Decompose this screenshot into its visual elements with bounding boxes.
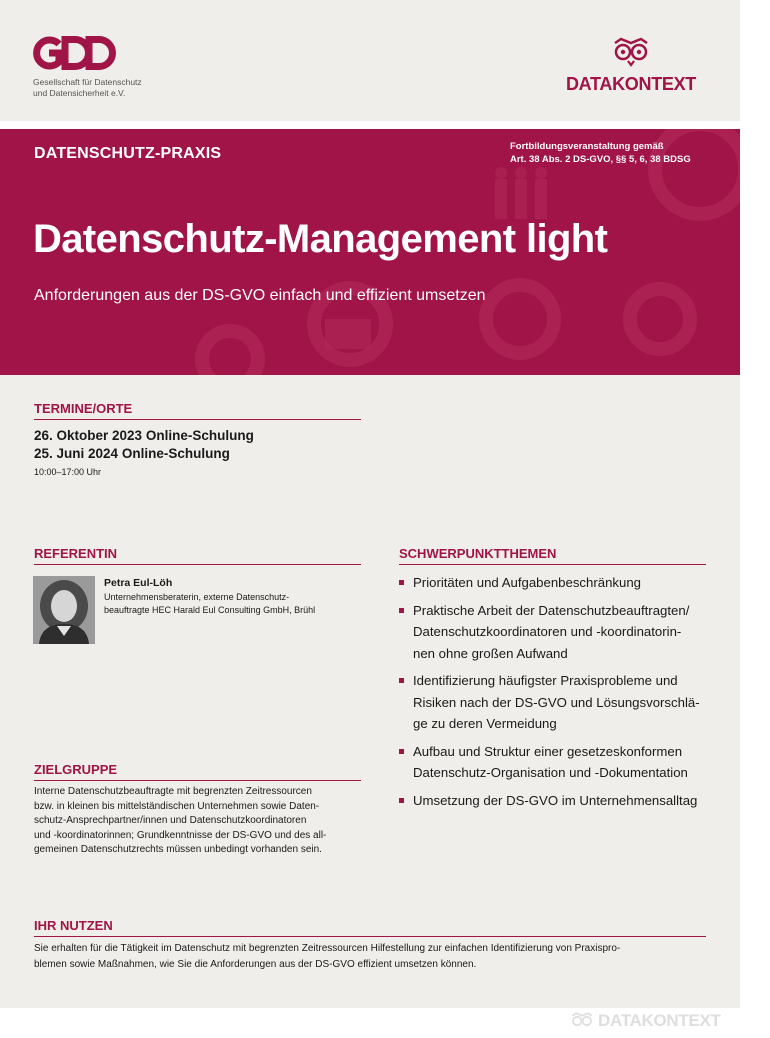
text-line: und -koordinatorinnen; Grundkenntnisse der DS-GVO und des all- <box>34 829 327 841</box>
date-place: Online-Schulung <box>145 428 254 443</box>
gdd-subtitle-line-2: und Datensicherheit e.V. <box>33 88 126 98</box>
gdd-logo <box>33 36 121 70</box>
topic-line: Datenschutz-Organisation und -Dokumentation <box>413 765 688 780</box>
list-item <box>399 572 709 594</box>
topic-line: Identifizierung häufigster Praxisprobleme und <box>413 673 678 688</box>
date-entry <box>34 428 254 443</box>
list-item <box>399 670 709 735</box>
section-heading-schwerpunktthemen: SCHWERPUNKTTHEMEN <box>399 546 706 565</box>
topic-line: Aufbau und Struktur einer gesetzeskonformen <box>413 743 683 759</box>
title-banner <box>0 129 740 375</box>
series-label: DATENSCHUTZ-PRAXIS <box>34 145 222 162</box>
date-entry <box>34 446 230 461</box>
page-margin-right <box>740 0 770 1038</box>
section-heading-termine: TERMINE/ORTE <box>34 401 361 420</box>
topic-line: Praktische Arbeit der Datenschutzbeauftragten/ <box>413 602 690 618</box>
owl-icon <box>611 37 651 67</box>
speaker-photo <box>33 576 95 644</box>
text-line: Interne Datenschutzbeauftragte mit begrenzten Zeitressourcen <box>34 786 312 797</box>
zielgruppe-text <box>34 785 364 858</box>
date-value: 25. Juni 2024 <box>34 446 119 461</box>
document-title: Datenschutz-Management light <box>33 217 608 261</box>
speaker-portrait <box>33 576 95 644</box>
topic-line: Prioritäten und Aufgabenbeschränkung <box>413 575 642 590</box>
list-item <box>399 741 709 784</box>
topic-list <box>399 572 709 817</box>
gdd-subtitle-line-1: Gesellschaft für Datenschutz <box>33 77 142 87</box>
text-line: bzw. in kleinen bis mittelständischen Unternehmen sowie Daten- <box>34 800 320 812</box>
topic-line: Umsetzung der DS-GVO im Unternehmensalltag <box>413 792 698 808</box>
text-line: Sie erhalten für die Tätigkeit im Datenschutz mit begrenzten Zeitressourcen Hilfestellung zur einfachen Identifizierung von Praxispro- <box>34 943 621 954</box>
gdd-logo-subtitle <box>33 77 142 99</box>
speaker-desc-line: beauftragte HEC Harald Eul Consulting GmbH, Brühl <box>104 604 316 615</box>
training-note-line-2: Art. 38 Abs. 2 DS-GVO, §§ 5, 6, 38 BDSG <box>510 154 691 165</box>
speaker-name: Petra Eul-Löh <box>104 577 173 589</box>
training-note-line-1: Fortbildungsveranstaltung gemäß <box>510 141 664 152</box>
topic-line: nen ohne großen Aufwand <box>413 645 568 661</box>
date-place: Online-Schulung <box>121 446 230 461</box>
datakontext-logo <box>551 37 711 95</box>
owl-watermark-icon <box>570 1012 594 1030</box>
list-item <box>399 600 709 665</box>
time-range: 10:00–17:00 Uhr <box>34 467 102 477</box>
text-line: blemen sowie Maßnahmen, wie Sie die Anforderungen aus der DS-GVO effizient umsetzen können. <box>34 959 477 970</box>
text-line: gemeinen Datenschutzrechts müssen unbedingt vorhanden sein. <box>34 844 322 856</box>
list-item <box>399 790 709 812</box>
speaker-desc-line: Unternehmensberaterin, externe Datenschutz- <box>104 592 290 602</box>
datakontext-watermark <box>570 1011 721 1031</box>
training-note <box>510 140 720 166</box>
document-subtitle: Anforderungen aus der DS-GVO einfach und effizient umsetzen <box>34 287 486 304</box>
datakontext-wordmark: DATAKONTEXT <box>565 74 697 94</box>
date-value: 26. Oktober 2023 <box>34 428 143 443</box>
section-heading-nutzen: IHR NUTZEN <box>34 918 706 937</box>
section-heading-zielgruppe: ZIELGRUPPE <box>34 762 361 781</box>
nutzen-text <box>34 941 714 973</box>
gdd-logo-mark <box>33 36 121 70</box>
topic-line: ge zu deren Vermeidung <box>413 716 557 731</box>
section-heading-referentin: REFERENTIN <box>34 546 361 565</box>
topic-line: Risiken nach der DS-GVO und Lösungsvorschlä- <box>413 694 700 710</box>
text-line: schutz-Ansprechpartner/innen und Datenschutzkoordinatoren <box>34 815 307 827</box>
header-separator <box>0 121 740 129</box>
watermark-text: DATAKONTEXT <box>598 1011 721 1030</box>
topic-line: Datenschutzkoordinatoren und -koordinatorin- <box>413 624 682 639</box>
speaker-description <box>104 591 354 616</box>
